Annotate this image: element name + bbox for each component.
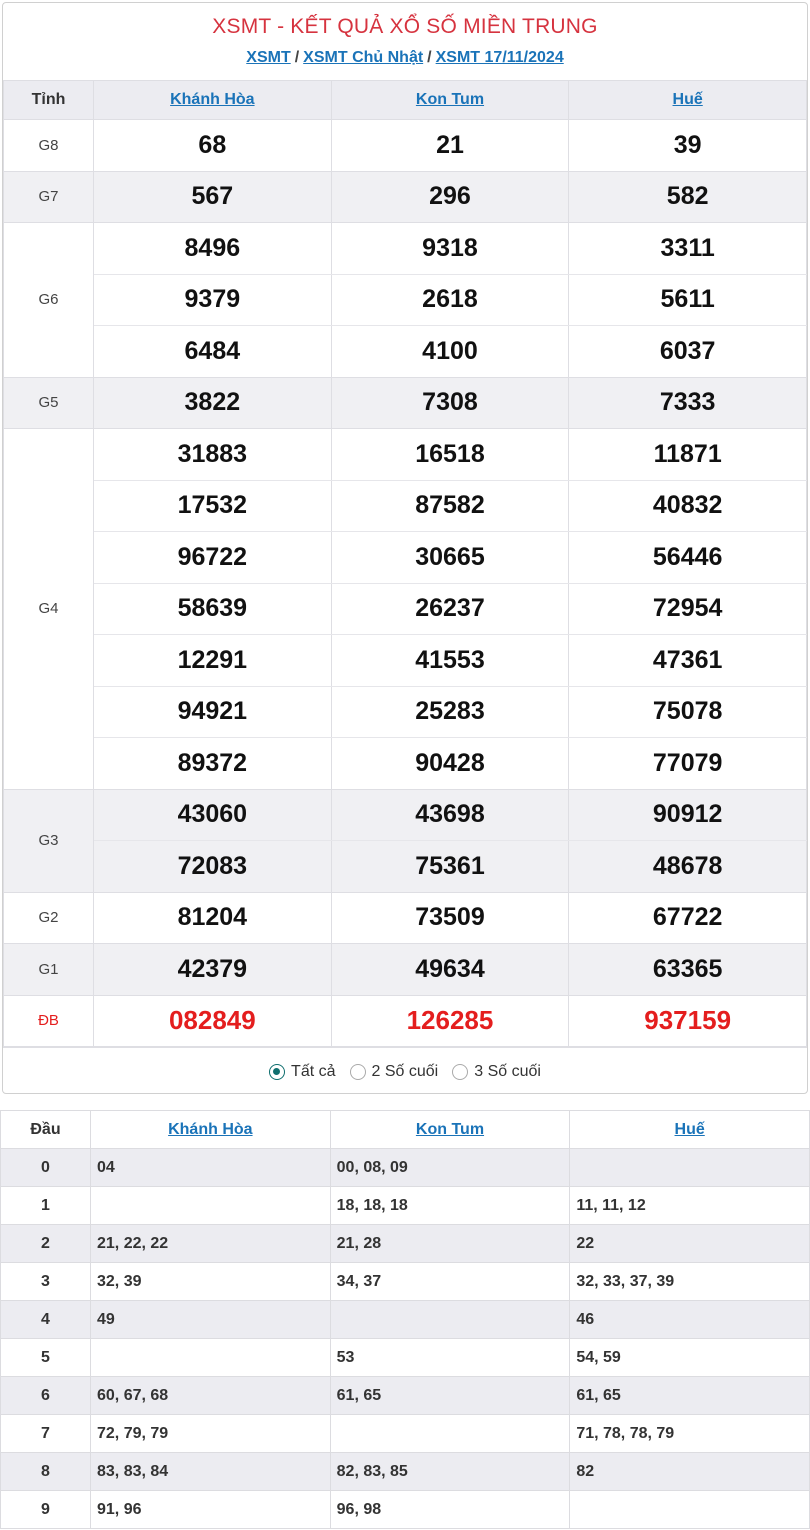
prize-label: G1 (4, 944, 94, 996)
dau-header-kon-tum (330, 1111, 570, 1149)
dau-values: 00, 08, 09 (330, 1149, 570, 1187)
dau-column-header: Đầu (1, 1111, 91, 1149)
prize-number: 94921 (94, 686, 332, 738)
dau-values (330, 1415, 570, 1453)
prize-row (4, 480, 807, 532)
dau-link-kon-tum[interactable]: Kon Tum (415, 1120, 485, 1138)
prize-label: G8 (4, 120, 94, 172)
province-column-header: Tỉnh (4, 81, 94, 120)
radio-empty-icon[interactable] (452, 1064, 468, 1080)
dau-row (1, 1263, 810, 1301)
dau-values (570, 1491, 810, 1529)
dau-values: 82 (570, 1453, 810, 1491)
dau-values: 83, 83, 84 (91, 1453, 331, 1491)
prize-row (4, 274, 807, 326)
prize-number: 72954 (569, 583, 807, 635)
dau-header-khanh-hoa (91, 1111, 331, 1149)
prize-number: 49634 (331, 944, 569, 996)
dau-table (0, 1110, 810, 1529)
prize-row (4, 738, 807, 790)
prize-number: 96722 (94, 532, 332, 584)
dau-values: 04 (91, 1149, 331, 1187)
dau-values: 49 (91, 1301, 331, 1339)
prize-row (4, 789, 807, 841)
prize-number: 7333 (569, 377, 807, 429)
prize-row (4, 326, 807, 378)
dau-values: 82, 83, 85 (330, 1453, 570, 1491)
prize-number: 73509 (331, 892, 569, 944)
prize-label: G3 (4, 789, 94, 892)
prize-number: 2618 (331, 274, 569, 326)
dau-values: 54, 59 (570, 1339, 810, 1377)
prize-number: 26237 (331, 583, 569, 635)
prize-label: G4 (4, 429, 94, 790)
province-header-khanh-hoa (94, 81, 332, 120)
dau-values: 11, 11, 12 (570, 1187, 810, 1225)
prize-label: G2 (4, 892, 94, 944)
dau-link-khanh-hoa[interactable]: Khánh Hòa (168, 1120, 253, 1138)
prize-number: 77079 (569, 738, 807, 790)
dau-values (91, 1339, 331, 1377)
breadcrumb-xsmt-date[interactable]: XSMT 17/11/2024 (435, 49, 564, 66)
dau-values: 53 (330, 1339, 570, 1377)
dau-values (330, 1301, 570, 1339)
prize-number: 90428 (331, 738, 569, 790)
special-prize-number: 082849 (94, 995, 332, 1047)
dau-row (1, 1415, 810, 1453)
dau-values: 32, 39 (91, 1263, 331, 1301)
dau-row (1, 1339, 810, 1377)
prize-number: 87582 (331, 480, 569, 532)
prize-number: 47361 (569, 635, 807, 687)
prize-row (4, 686, 807, 738)
breadcrumb (3, 49, 807, 67)
dau-values: 61, 65 (570, 1377, 810, 1415)
prize-row (4, 583, 807, 635)
dau-digit: 6 (1, 1377, 91, 1415)
prize-number: 75361 (331, 841, 569, 893)
prize-row (4, 429, 807, 481)
prize-number: 3822 (94, 377, 332, 429)
prize-number: 43698 (331, 789, 569, 841)
dau-row (1, 1149, 810, 1187)
prize-row (4, 223, 807, 275)
prize-number: 582 (569, 171, 807, 223)
dau-row (1, 1491, 810, 1529)
filter-last-2-label: 2 Số cuối (371, 1062, 439, 1080)
prize-number: 63365 (569, 944, 807, 996)
special-prize-number: 126285 (331, 995, 569, 1047)
prize-number: 31883 (94, 429, 332, 481)
prize-row (4, 635, 807, 687)
province-link-hue[interactable]: Huế (672, 91, 703, 108)
filter-all-radio[interactable] (269, 1063, 335, 1081)
dau-header-hue (570, 1111, 810, 1149)
prize-number: 3311 (569, 223, 807, 275)
dau-values (91, 1187, 331, 1225)
dau-row (1, 1453, 810, 1491)
dau-digit: 7 (1, 1415, 91, 1453)
prize-row (4, 377, 807, 429)
prize-row (4, 532, 807, 584)
dau-row (1, 1225, 810, 1263)
province-header-hue (569, 81, 807, 120)
results-table (3, 80, 807, 1047)
dau-row (1, 1377, 810, 1415)
prize-number: 12291 (94, 635, 332, 687)
prize-number: 9379 (94, 274, 332, 326)
province-link-kon-tum[interactable]: Kon Tum (415, 91, 485, 108)
radio-selected-icon[interactable] (269, 1064, 285, 1080)
dau-digit: 9 (1, 1491, 91, 1529)
province-link-khanh-hoa[interactable]: Khánh Hòa (170, 91, 255, 108)
prize-number: 6037 (569, 326, 807, 378)
dau-values: 18, 18, 18 (330, 1187, 570, 1225)
filter-all-label: Tất cả (291, 1062, 336, 1080)
page-title: XSMT - KẾT QUẢ XỔ SỐ MIỀN TRUNG (212, 15, 598, 38)
prize-number: 8496 (94, 223, 332, 275)
dau-values: 21, 22, 22 (91, 1225, 331, 1263)
prize-number: 56446 (569, 532, 807, 584)
prize-number: 48678 (569, 841, 807, 893)
prize-row (4, 944, 807, 996)
dau-values: 60, 67, 68 (91, 1377, 331, 1415)
dau-values (570, 1149, 810, 1187)
prize-number: 43060 (94, 789, 332, 841)
dau-values: 61, 65 (330, 1377, 570, 1415)
prize-number: 11871 (569, 429, 807, 481)
prize-number: 89372 (94, 738, 332, 790)
dau-values: 71, 78, 78, 79 (570, 1415, 810, 1453)
prize-row (4, 120, 807, 172)
prize-row (4, 171, 807, 223)
prize-number: 90912 (569, 789, 807, 841)
dau-values: 22 (570, 1225, 810, 1263)
dau-digit: 8 (1, 1453, 91, 1491)
prize-label: G6 (4, 223, 94, 378)
dau-values: 72, 79, 79 (91, 1415, 331, 1453)
dau-digit: 2 (1, 1225, 91, 1263)
prize-number: 4100 (331, 326, 569, 378)
dau-values: 21, 28 (330, 1225, 570, 1263)
dau-values: 96, 98 (330, 1491, 570, 1529)
prize-number: 30665 (331, 532, 569, 584)
prize-number: 567 (94, 171, 332, 223)
radio-empty-icon[interactable] (350, 1064, 366, 1080)
prize-row (4, 995, 807, 1047)
prize-number: 68 (94, 120, 332, 172)
special-prize-number: 937159 (569, 995, 807, 1047)
filter-last-3-radio[interactable] (452, 1063, 541, 1081)
dau-digit: 5 (1, 1339, 91, 1377)
breadcrumb-separator: / (427, 49, 432, 66)
prize-number: 42379 (94, 944, 332, 996)
dau-values: 91, 96 (91, 1491, 331, 1529)
prize-number: 41553 (331, 635, 569, 687)
prize-label: G5 (4, 377, 94, 429)
prize-number: 25283 (331, 686, 569, 738)
dau-digit: 4 (1, 1301, 91, 1339)
dau-digit: 1 (1, 1187, 91, 1225)
prize-number: 5611 (569, 274, 807, 326)
prize-number: 81204 (94, 892, 332, 944)
prize-row (4, 892, 807, 944)
prize-number: 58639 (94, 583, 332, 635)
dau-values: 32, 33, 37, 39 (570, 1263, 810, 1301)
prize-row (4, 841, 807, 893)
prize-number: 9318 (331, 223, 569, 275)
province-header-kon-tum (331, 81, 569, 120)
dau-values: 46 (570, 1301, 810, 1339)
filter-last-2-radio[interactable] (350, 1063, 439, 1081)
dau-card (0, 1110, 810, 1529)
results-card (2, 2, 808, 1094)
breadcrumb-separator: / (294, 49, 300, 66)
prize-number: 40832 (569, 480, 807, 532)
dau-row (1, 1187, 810, 1225)
prize-number: 296 (331, 171, 569, 223)
dau-row (1, 1301, 810, 1339)
prize-number: 17532 (94, 480, 332, 532)
prize-number: 39 (569, 120, 807, 172)
prize-label: G7 (4, 171, 94, 223)
dau-link-hue[interactable]: Huế (674, 1120, 705, 1138)
results-header (3, 3, 807, 80)
number-filter (3, 1047, 807, 1094)
prize-number: 75078 (569, 686, 807, 738)
dau-values: 34, 37 (330, 1263, 570, 1301)
filter-last-3-label: 3 Số cuối (474, 1062, 541, 1080)
breadcrumb-xsmt[interactable]: XSMT (246, 49, 291, 66)
breadcrumb-xsmt-chu-nhat[interactable]: XSMT Chủ Nhật (303, 49, 424, 66)
prize-number: 7308 (331, 377, 569, 429)
prize-number: 6484 (94, 326, 332, 378)
prize-number: 21 (331, 120, 569, 172)
prize-label: ĐB (4, 995, 94, 1047)
dau-digit: 3 (1, 1263, 91, 1301)
dau-digit: 0 (1, 1149, 91, 1187)
prize-number: 67722 (569, 892, 807, 944)
prize-number: 72083 (94, 841, 332, 893)
prize-number: 16518 (331, 429, 569, 481)
